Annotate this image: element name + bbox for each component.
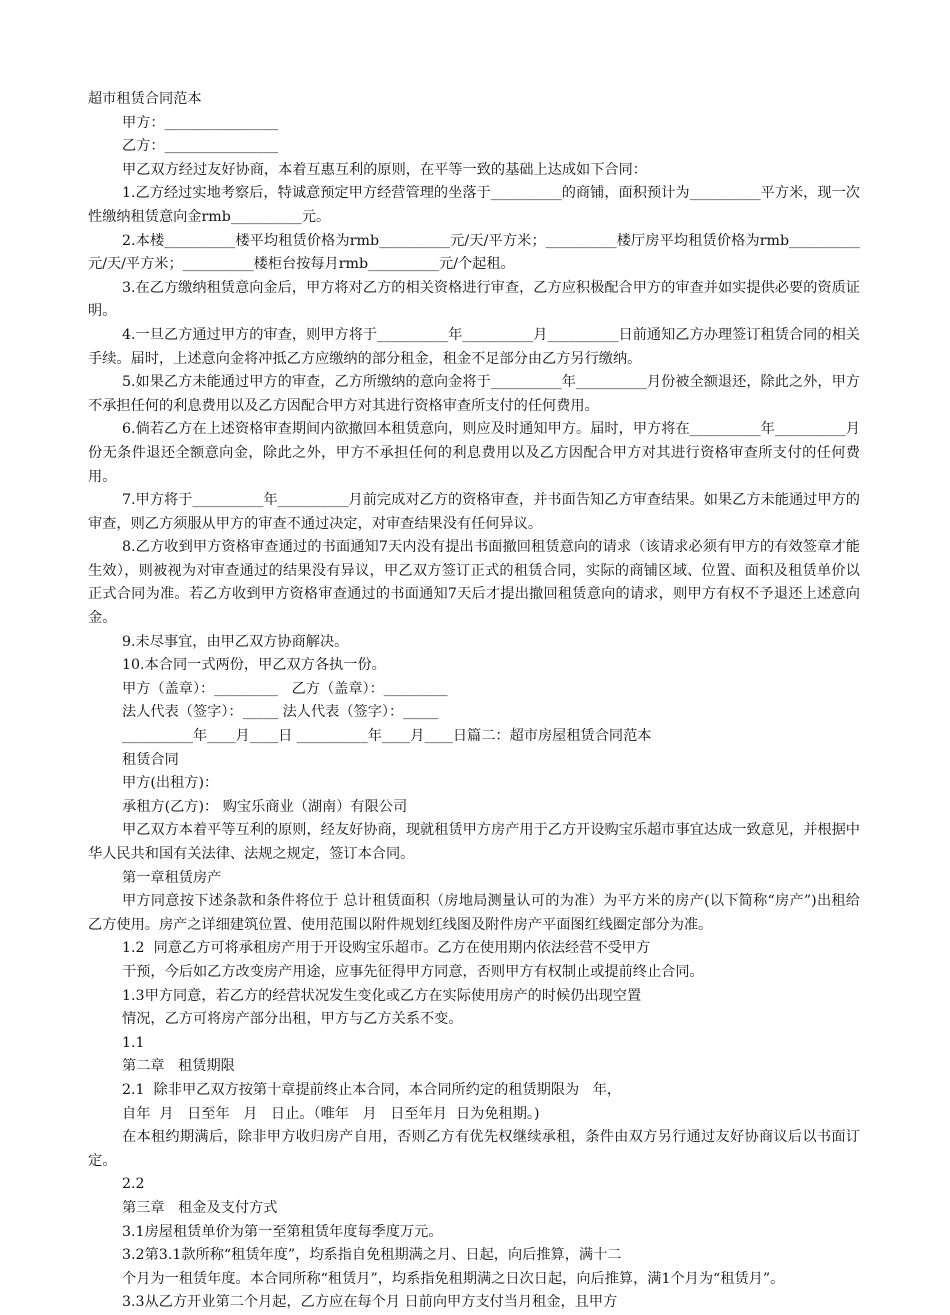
paragraph: 5.如果乙方未能通过甲方的审查，乙方所缴纳的意向金将于__________年__________月份被全额退还，除此之外，甲方不承担任何的利息费用以及乙方因配合甲方对其进行资格审查所支付的任何费用。 (88, 374, 860, 414)
contract-document (88, 88, 860, 1315)
paragraph: 2.2 (122, 1176, 145, 1193)
paragraph: 6.倘若乙方在上述资格审查期间内欲撤回本租赁意向，则应及时通知甲方。届时，甲方将在__________年__________月份无条件退还全额意向金，除此之外，甲方不承担任何的利息费用以及乙方因配合甲方对其进行资格审查所支付的任何费用。 (88, 421, 860, 485)
paragraph: 甲乙双方本着平等互利的原则，经友好协商，现就租赁甲方房产用于乙方开设购宝乐超市事宜达成一致意见，并根据中华人民共和国有关法律、法规之规定，签订本合同。 (88, 822, 860, 862)
signature-line: 法人代表（签字）：_____ 法人代表（签字）：_____ (122, 704, 439, 721)
signature-line: 甲方（盖章）：_________ 乙方（盖章）：_________ (122, 680, 448, 697)
paragraph: 3.在乙方缴纳租赁意向金后，甲方将对乙方的相关资格进行审查，乙方应积极配合甲方的审查并如实提供必要的资质证明。 (88, 279, 860, 320)
paragraph: 承租方(乙方)： 购宝乐商业（湖南）有限公司 (122, 798, 408, 815)
paragraph: 甲方(出租方)： (122, 775, 219, 792)
paragraph: 9.未尽事宜，由甲乙双方协商解决。 (122, 633, 349, 650)
paragraph: 甲方同意按下述条款和条件将位于 总计租赁面积（房地局测量认可的为准）为平方米的房产(以下简称“房产”)出租给乙方使用。房产之详细建筑位置、使用范围以附件规划红线图及附件房产平面图红线圈定部分为准。 (88, 893, 860, 933)
paragraph: 10.本合同一式两份，甲乙双方各执一份。 (122, 657, 386, 674)
section-heading: 租赁合同 (122, 751, 179, 768)
paragraph: 7.甲方将于__________年__________月前完成对乙方的资格审查，并书面告知乙方审查结果。如果乙方未能通过甲方的审查，则乙方须服从甲方的审查不通过决定，对审查结果没有任何异议。 (88, 492, 860, 532)
paragraph: 1.乙方经过实地考察后，特诚意预定甲方经营管理的坐落于__________的商铺，面积预计为__________平方米，现一次性缴纳租赁意向金rmb__________元。 (88, 185, 860, 225)
paragraph: 情况，乙方可将房产部分出租，甲方与乙方关系不变。 (122, 1011, 463, 1028)
paragraph: 干预，今后如乙方改变房产用途，应事先征得甲方同意，否则甲方有权制止或提前终止合同。 (122, 963, 704, 980)
paragraph: 3.2第3.1款所称“租赁年度”，均系指自免租期满之月、日起，向后推算，满十二 (122, 1247, 622, 1264)
document-title: 超市租赁合同范本 (88, 91, 202, 107)
paragraph: 1.2 同意乙方可将承租房产用于开设购宝乐超市。乙方在使用期内依法经营不受甲方 (122, 940, 651, 957)
chapter-heading: 第一章租赁房产 (122, 869, 222, 886)
paragraph: 甲乙双方经过友好协商，本着互惠互利的原则，在平等一致的基础上达成如下合同： (122, 161, 647, 178)
paragraph: 乙方：________________ (122, 138, 279, 155)
paragraph: 2.本楼__________楼平均租赁价格为rmb__________元/天/平方米；__________楼厅房平均租赁价格为rmb__________元/天/平方米；__________楼柜台按每月rmb__________元/个起租。 (88, 232, 860, 273)
paragraph: 1.1 (122, 1034, 145, 1051)
chapter-heading: 第三章 租金及支付方式 (122, 1199, 278, 1216)
chapter-heading: 第二章 租赁期限 (122, 1058, 235, 1075)
paragraph: 2.1 除非甲乙双方按第十章提前终止本合同，本合同所约定的租赁期限为 年， (122, 1081, 622, 1098)
date-line: __________年____月____日 __________年____月____日篇二：超市房屋租赁合同范本 (122, 728, 652, 745)
paragraph: 3.3从乙方开业第二个月起，乙方应在每个月 日前向甲方支付当月租金，且甲方 (122, 1294, 618, 1311)
paragraph: 在本租约期满后，除非甲方收归房产自用，否则乙方有优先权继续承租，条件由双方另行通过友好协商议后以书面订定。 (88, 1129, 860, 1169)
paragraph: 自年 月 日至年 月 日止。（唯年 月 日至年月 日为免租期。) (122, 1105, 540, 1122)
paragraph: 甲方：________________ (122, 114, 279, 131)
paragraph: 个月为一租赁年度。本合同所称“租赁月”，均系指免租期满之日次日起，向后推算，满1个月为“租赁月”。 (122, 1270, 785, 1287)
paragraph: 1.3甲方同意，若乙方的经营状况发生变化或乙方在实际使用房产的时候仍出现空置 (122, 987, 642, 1004)
paragraph: 3.1房屋租赁单价为第一至第租赁年度每季度万元。 (122, 1223, 443, 1240)
paragraph: 8.乙方收到甲方资格审查通过的书面通知7天内没有提出书面撤回租赁意向的请求（该请求必须有甲方的有效签章才能生效），则被视为对审查通过的结果没有异议，甲乙双方签订正式的租赁合同，实际的商铺区域、位置、面积及租赁单价以正式合同为准。若乙方收到甲方资格审查通过的书面通知7天后才提出撤回租赁意向的请求，则甲方有权不予退还上述意向金。 (88, 539, 860, 627)
paragraph: 4.一旦乙方通过甲方的审查，则甲方将于__________年__________月__________日前通知乙方办理签订租赁合同的相关手续。届时，上述意向金将冲抵乙方应缴纳的部分租金，租金不足部分由乙方另行缴纳。 (88, 326, 860, 367)
